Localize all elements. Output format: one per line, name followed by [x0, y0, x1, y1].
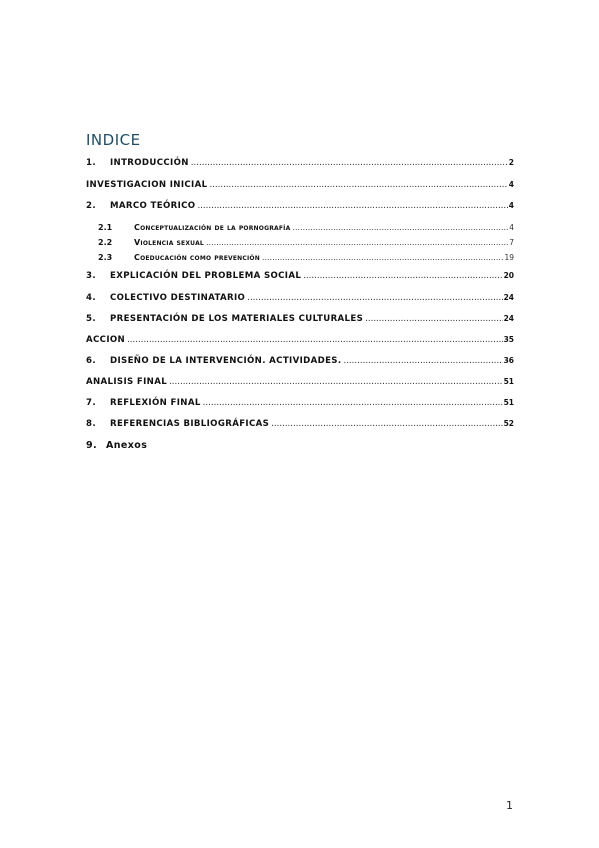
toc-entry-investigacion-inicial[interactable] [86, 179, 514, 191]
toc-entry-page: 4 [509, 223, 514, 232]
toc-entry-page: 36 [503, 356, 514, 365]
toc-entry-reflexion-final[interactable] [86, 397, 514, 409]
page-number: 1 [506, 799, 513, 812]
toc-entry-label: Conceptualización de la pornografía [134, 223, 291, 232]
toc-entry-number: 2. [86, 201, 96, 211]
toc-entry-number: 5. [86, 314, 96, 324]
toc-entry-label: REFLEXIÓN FINAL [110, 398, 201, 408]
toc-entry-number: 3. [86, 271, 96, 281]
toc-entry-label: ACCION [86, 335, 126, 345]
toc-entry-page: 2 [508, 158, 514, 167]
toc-dot-leader [209, 179, 507, 191]
toc-entry-accion[interactable] [86, 334, 514, 346]
toc-entry-explicacion-problema[interactable] [86, 270, 514, 282]
toc-entry-page: 24 [503, 293, 514, 302]
toc-entry-introduccion[interactable] [86, 157, 514, 169]
toc-title: INDICE [86, 131, 141, 149]
toc-entry-page: 7 [509, 238, 514, 247]
toc-entry-number: 2.1 [98, 223, 113, 232]
toc-entry-page: 4 [508, 201, 514, 210]
toc-entry-marco-teorico[interactable] [86, 200, 514, 212]
toc-entry-page: 20 [503, 271, 514, 280]
toc-entry-page: 19 [504, 253, 514, 262]
toc-entry-number: 2.3 [98, 253, 113, 262]
toc-dot-leader [303, 270, 502, 282]
toc-entry-number: 4. [86, 293, 96, 303]
toc-entry-number: 2.2 [98, 238, 113, 247]
toc-entry-page: 51 [503, 377, 514, 386]
toc-dot-leader [271, 418, 502, 430]
toc-entry-label: COLECTIVO DESTINATARIO [110, 293, 246, 303]
anexos-heading [86, 440, 147, 451]
toc-entry-page: 51 [503, 398, 514, 407]
toc-subentry-coeducacion[interactable] [86, 252, 514, 263]
toc-entry-number: 1. [86, 158, 96, 168]
toc-entry-label: Violencia sexual [134, 238, 204, 247]
anexos-label: Anexos [106, 440, 148, 451]
toc-entry-analisis-final[interactable] [86, 376, 514, 388]
toc-entry-number: 7. [86, 398, 96, 408]
toc-entry-label: INTRODUCCIÓN [110, 158, 189, 168]
toc-entry-page: 24 [503, 314, 514, 323]
toc-dot-leader [203, 397, 503, 409]
toc-entry-number: 6. [86, 356, 96, 366]
toc-entry-page: 52 [503, 419, 514, 428]
toc-subentry-conceptualizacion[interactable] [86, 222, 514, 233]
toc-dot-leader [262, 252, 504, 263]
toc-entry-label: DISEÑO DE LA INTERVENCIÓN. ACTIVIDADES. [110, 356, 342, 366]
toc-dot-leader [169, 376, 503, 388]
toc-entry-label: REFERENCIAS BIBLIOGRÁFICAS [110, 419, 270, 429]
toc-entry-diseno-intervencion[interactable] [86, 355, 514, 367]
toc-entry-number: 8. [86, 419, 96, 429]
toc-entry-materiales-culturales[interactable] [86, 313, 514, 325]
toc-entry-page: 35 [503, 335, 514, 344]
toc-entry-label: ANALISIS FINAL [86, 377, 168, 387]
toc-subentry-violencia-sexual[interactable] [86, 237, 514, 248]
anexos-number: 9. [86, 440, 98, 451]
toc-dot-leader [292, 222, 508, 233]
toc-dot-leader [191, 157, 508, 169]
toc-entry-label: INVESTIGACION INICIAL [86, 180, 208, 190]
toc-dot-leader [127, 334, 503, 346]
toc-entry-page: 4 [508, 180, 514, 189]
toc-entry-label: EXPLICACIÓN DEL PROBLEMA SOCIAL [110, 271, 302, 281]
toc-dot-leader [247, 292, 502, 304]
toc-dot-leader [206, 237, 508, 248]
toc-entry-label: Coeducación como prevención [134, 253, 260, 262]
toc-dot-leader [365, 313, 502, 325]
toc-entry-label: PRESENTACIÓN DE LOS MATERIALES CULTURALES [110, 314, 364, 324]
toc-entry-colectivo-destinatario[interactable] [86, 292, 514, 304]
toc-dot-leader [343, 355, 502, 367]
toc-entry-label: MARCO TEÓRICO [110, 201, 196, 211]
toc-dot-leader [197, 200, 507, 212]
toc-entry-referencias[interactable] [86, 418, 514, 430]
